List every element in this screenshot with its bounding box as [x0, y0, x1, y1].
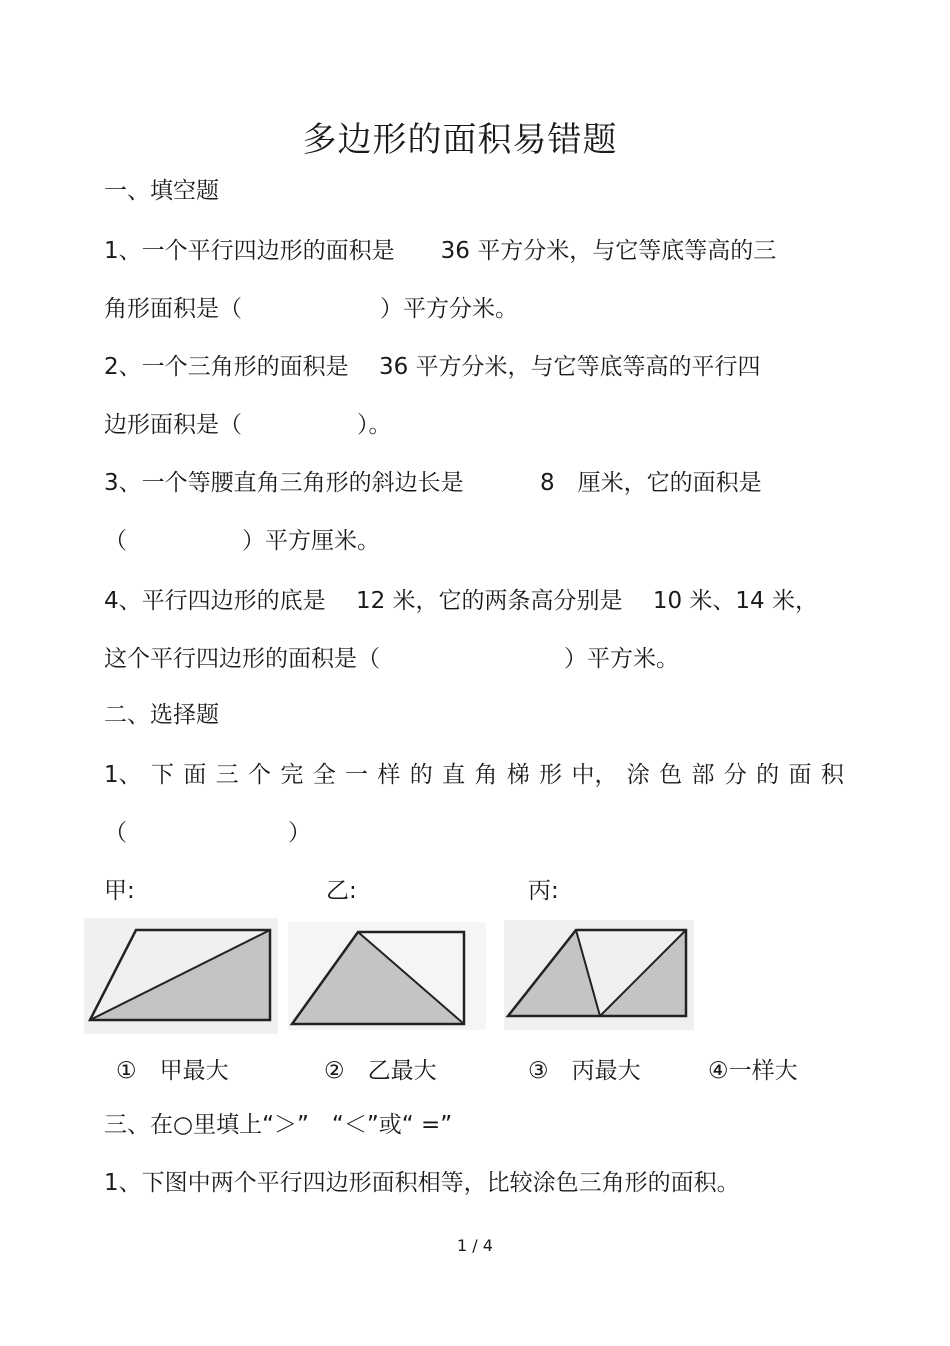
q-char: 中，	[571, 762, 618, 788]
q-char: 梯	[506, 762, 530, 788]
page-title: 多边形的面积易错题	[302, 120, 618, 160]
trapezoid-figure-bing	[504, 920, 694, 1030]
q-char: 个	[248, 762, 272, 788]
section-heading-fill-blank: 一、填空题	[104, 178, 219, 204]
option-4: ④一样大	[708, 1058, 798, 1084]
compare-question-1: 1、下图中两个平行四边形面积相等，比较涂色三角形的面积。	[104, 1170, 740, 1196]
q-char: 分	[723, 762, 747, 788]
trapezoid-figure-jia	[84, 918, 278, 1034]
question-1-line-2: 角形面积是（ ）平方分米。	[104, 296, 518, 322]
q-char: 积	[820, 762, 844, 788]
question-2-line-2: 边形面积是（ ）。	[104, 412, 392, 438]
q-char: 涂	[626, 762, 650, 788]
q-char: 形	[539, 762, 563, 788]
q-char: 角	[474, 762, 498, 788]
page-number: 1 / 4	[457, 1236, 493, 1255]
question-3-line-2: （ ）平方厘米。	[104, 528, 380, 554]
figure-label-yi: 乙:	[326, 878, 357, 904]
q-char: 全	[312, 762, 336, 788]
q-char: 1、	[104, 762, 142, 788]
q-char: 一	[345, 762, 369, 788]
figure-label-bing: 丙:	[528, 878, 559, 904]
section-heading-choice: 二、选择题	[104, 702, 219, 728]
q-char: 的	[756, 762, 780, 788]
option-2: ② 乙最大	[324, 1058, 437, 1084]
trapezoid-figure-yi	[288, 922, 486, 1030]
question-4-line-1: 4、平行四边形的底是 12 米，它的两条高分别是 10 米、14 米，	[104, 588, 818, 614]
q-char: 部	[691, 762, 715, 788]
q-char: 三	[215, 762, 239, 788]
question-3-line-1: 3、一个等腰直角三角形的斜边长是 8 厘米，它的面积是	[104, 470, 762, 496]
q-char: 面	[183, 762, 207, 788]
q-char: 面	[788, 762, 812, 788]
q-char: 的	[409, 762, 433, 788]
question-2-line-1: 2、一个三角形的面积是 36 平方分米，与它等底等高的平行四	[104, 354, 761, 380]
choice-question-1-line-2: （ ）	[104, 820, 311, 846]
q-char: 直	[442, 762, 466, 788]
section-heading-compare: 三、在○里填上“＞” “＜”或“ =”	[104, 1112, 453, 1138]
option-3: ③ 丙最大	[528, 1058, 641, 1084]
choice-question-1-line-1	[104, 760, 844, 790]
question-1-line-1: 1、一个平行四边形的面积是 36 平方分米，与它等底等高的三	[104, 238, 777, 264]
figure-label-jia: 甲:	[104, 878, 135, 904]
question-4-line-2: 这个平行四边形的面积是（ ）平方米。	[104, 646, 679, 672]
q-char: 完	[280, 762, 304, 788]
q-char: 色	[659, 762, 683, 788]
q-char: 下	[150, 762, 174, 788]
option-1: ① 甲最大	[116, 1058, 229, 1084]
q-char: 样	[377, 762, 401, 788]
